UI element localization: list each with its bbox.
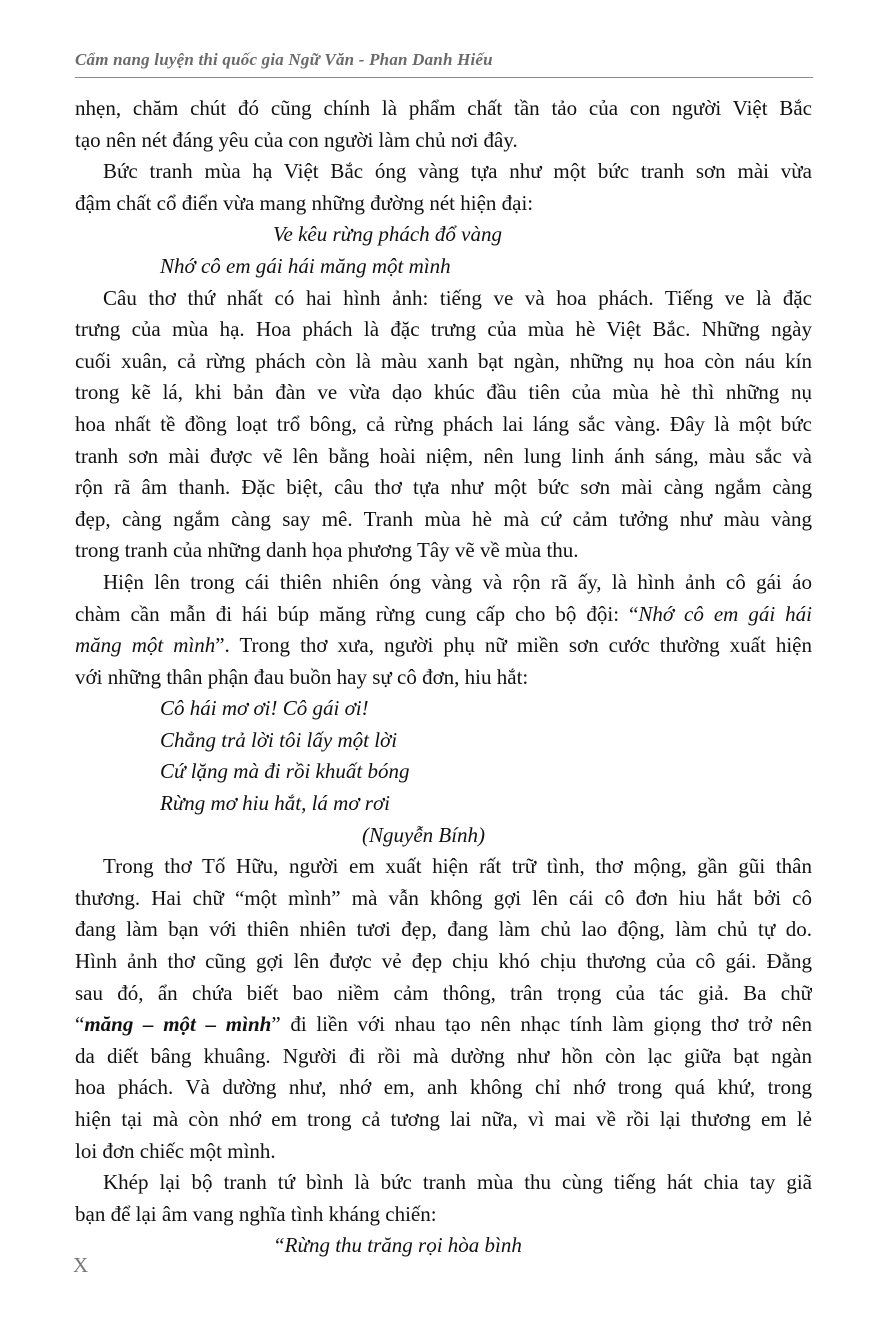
verse-line: Rừng mơ hiu hắt, lá mơ rơi <box>160 791 390 816</box>
paragraph-line: trong tranh của những danh họa phương Tây vẽ về mùa thu. <box>75 538 579 563</box>
page-body <box>75 93 812 1262</box>
paragraph-line: hiện tại mà còn nhớ em trong cả tương lai nữa, vì mai về rồi lại thương em lẻ <box>75 1107 812 1131</box>
text-segment: “ <box>75 1012 85 1037</box>
paragraph-line: sau đó, ẩn chứa biết bao niềm cảm thông, trân trọng của tác giả. Ba chữ <box>75 980 812 1005</box>
header-rule <box>75 77 813 78</box>
paragraph-line: Hiện lên trong cái thiên nhiên óng vàng và rộn rã ấy, là hình ảnh cô gái áo <box>103 569 812 594</box>
paragraph-line: hoa nhất tề đồng loạt trổ bông, cả rừng phách lai láng sắc vàng. Đây là một bức <box>75 411 812 436</box>
paragraph-line: đẹp, càng ngắm càng say mê. Tranh mùa hè mà cứ cảm tưởng như màu vàng <box>75 506 812 531</box>
verse-line: “Rừng thu trăng rọi hòa bình <box>273 1233 522 1258</box>
paragraph-line <box>75 599 812 631</box>
paragraph-line: rộn rã âm thanh. Đặc biệt, câu thơ tựa như một bức sơn mài càng ngắm càng <box>75 475 812 500</box>
paragraph-line: trưng của mùa hạ. Hoa phách là đặc trưng của mùa hè Việt Bắc. Những ngày <box>75 317 812 342</box>
text-segment: chàm cần mẫn đi hái búp măng rừng cung cấp cho bộ đội: “ <box>75 601 639 626</box>
page-number: X <box>73 1253 89 1277</box>
running-header: Cẩm nang luyện thi quốc gia Ngữ Văn - Phan Danh Hiếu <box>75 50 493 69</box>
verse-line: Chẳng trả lời tôi lấy một lời <box>160 727 398 752</box>
paragraph-line: da diết bâng khuâng. Người đi rồi mà dường như hồn còn lạc giữa bạt ngàn <box>75 1043 812 1068</box>
paragraph-line: Khép lại bộ tranh tứ bình là bức tranh mùa thu cùng tiếng hát chia tay giã <box>103 1170 812 1195</box>
paragraph-line: Câu thơ thứ nhất có hai hình ảnh: tiếng ve và hoa phách. Tiếng ve là đặc <box>103 285 812 310</box>
verse-line: (Nguyễn Bính) <box>362 822 486 847</box>
paragraph-line <box>75 1009 812 1041</box>
paragraph-line <box>75 630 812 662</box>
verse-line: Nhớ cô em gái hái măng một mình <box>160 253 451 278</box>
text-segment: ” đi liền với nhau tạo nên nhạc tính làm giọng thơ trở nên <box>271 1012 812 1037</box>
paragraph-line: Bức tranh mùa hạ Việt Bắc óng vàng tựa như một bức tranh sơn mài vừa <box>103 159 812 184</box>
paragraph-line: bạn để lại âm vang nghĩa tình kháng chiến: <box>75 1201 437 1226</box>
paragraph-line: trong kẽ lá, khi bản đàn ve vừa dạo khúc đầu tiên của mùa hè thì những nụ <box>75 380 812 405</box>
text-segment: ”. Trong thơ xưa, người phụ nữ miền sơn cước thường xuất hiện <box>215 633 812 658</box>
paragraph-line: thương. Hai chữ “một mình” mà vẫn không gợi lên cái cô đơn hiu hắt bởi cô <box>75 885 812 910</box>
paragraph-line: đang làm bạn với thiên nhiên tươi đẹp, đang làm chủ lao động, làm chủ tự do. <box>75 917 812 942</box>
paragraph-line: tạo nên nét đáng yêu của con người làm chủ nơi đây. <box>75 127 518 152</box>
verse-line: Ve kêu rừng phách đổ vàng <box>273 222 502 247</box>
paragraph-line: loi đơn chiếc một mình. <box>75 1138 276 1163</box>
paragraph-line: Trong thơ Tố Hữu, người em xuất hiện rất trữ tình, thơ mộng, gần gũi thân <box>103 854 812 879</box>
emphasized-text: Nhớ cô em gái hái <box>638 601 812 626</box>
paragraph-line: nhẹn, chăm chút đó cũng chính là phẩm chất tần tảo của con người Việt Bắc <box>75 96 812 120</box>
paragraph-line: tranh sơn mài được vẽ lên bằng hoài niệm, nên lung linh ánh sáng, màu sắc và <box>75 443 812 468</box>
verse-line: Cứ lặng mà đi rồi khuất bóng <box>160 759 410 784</box>
paragraph-line: hoa phách. Và dường như, nhớ em, anh không chỉ nhớ trong quá khứ, trong <box>75 1075 812 1100</box>
verse-line: Cô hái mơ ơi! Cô gái ơi! <box>160 696 369 721</box>
emphasized-text: măng – một – mình <box>84 1012 272 1037</box>
emphasized-text: măng một mình <box>75 633 216 658</box>
paragraph-line: đậm chất cổ điển vừa mang những đường nét hiện đại: <box>75 190 534 215</box>
paragraph-line: Hình ảnh thơ cũng gợi lên được vẻ đẹp chịu khó chịu thương của cô gái. Đằng <box>75 949 812 974</box>
paragraph-line: cuối xuân, cả rừng phách còn là màu xanh bạt ngàn, những nụ hoa còn náu kín <box>75 348 812 373</box>
paragraph-line: với những thân phận đau buồn hay sự cô đơn, hiu hắt: <box>75 664 529 689</box>
